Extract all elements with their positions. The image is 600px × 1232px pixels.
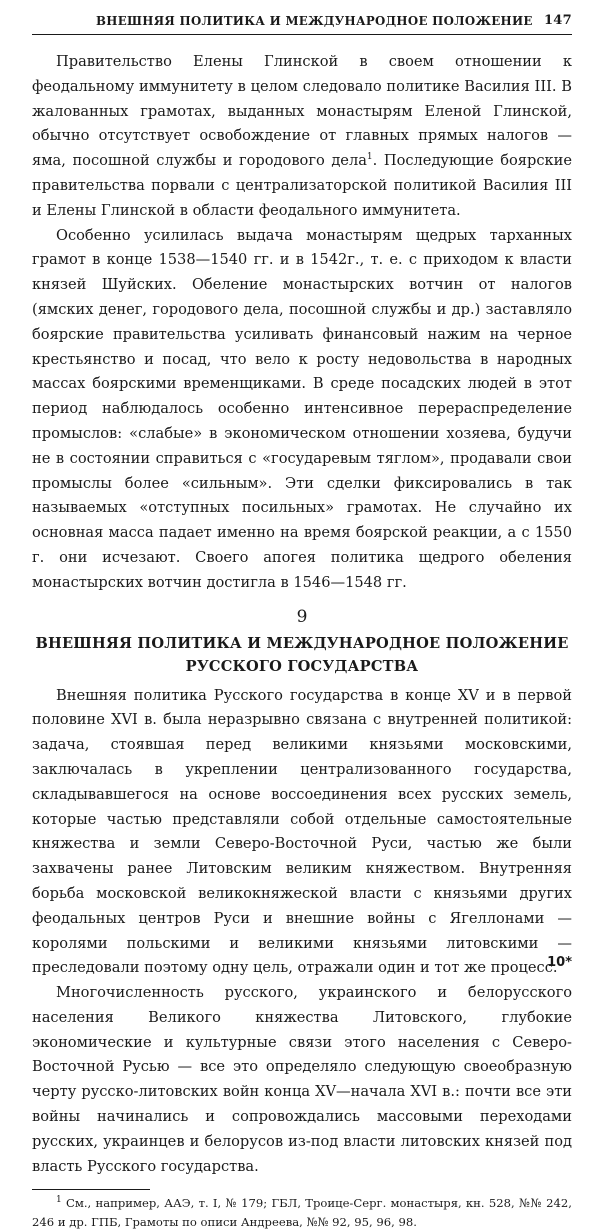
- footnote-text: См., например, ААЭ, т. I, № 179; ГБЛ, Троице-Серг. монастыря, кн. 528, №№ 242, 246 и др. ГПБ, Грамоты по описи Андреева, №№ 92, 95, 96, 98.: [32, 1196, 572, 1230]
- book-page: [32, 10, 572, 1230]
- paragraph-foreign-policy: Внешняя политика Русского государства в конце XV и в первой половине XVI в. была неразрывно связана с внутренней политикой: задача, стоявшая перед великими князьями московскими, заключалась в укреплении централизованного государства, складывавшегося на основе воссоединения всех русских земель, которые частью представляли собой отдельные самостоятельные княжества и земли Северо-Восточной Руси, частью же были захвачены ранее Литовским великим княжеством. Внутренняя борьба московской великокняжеской власти с князьями других феодальных центров Руси и внешние войны с Ягеллонами — королями польскими и великими князьями литовскими — преследовали поэтому одну цель, отражали один и тот же процесс.: [32, 686, 572, 977]
- footnote-divider: [32, 1189, 150, 1190]
- paragraph-tarkhan-charters: Особенно усилилась выдача монастырям щедрых тарханных грамот в конце 1538—1540 гг. и в 1542г., т. е. с приходом к власти князей Шуйских. Обеление монастырских вотчин от налогов (ямских денег, городового дела, посошной службы и др.) заставляло боярские правительства усиливать финансовый нажим на черное крестьянство и посад, что вело к росту недовольства в народных массах боярскими временщиками. В среде посадских людей в этот период наблюдалось особенно интенсивное перераспределение промыслов: «слабые» в экономическом отношении хозяева, будучи не в состоянии справиться с «государевым тяглом», продавали свои промыслы более «сильным». Эти сделки фиксировались в так называемых «отступных посильных» грамотах. Не случайно их основная масса падает именно на время боярской реакции, а с 1550 г. они исчезают. Своего апогея политика щедрого обеления монастырских вотчин достигла в 1546—1548 гг.: [32, 226, 572, 591]
- running-title: ВНЕШНЯЯ ПОЛИТИКА И МЕЖДУНАРОДНОЕ ПОЛОЖЕНИЕ: [96, 14, 533, 28]
- page-number: 147: [543, 13, 572, 28]
- paragraph-glinskaya-immunity: [32, 50, 572, 224]
- footnote-reference: 1: [366, 152, 373, 163]
- printer-signature-mark: 10*: [547, 955, 572, 970]
- paragraph-text: Правительство Елены Глинской в своем отношении к феодальному иммунитету в целом следовало политике Василия III. В жалованных грамотах, выданных монастырям Еленой Глинской, обычно отсутствует освобождение от главных прямых налогов — яма, посошной службы и городового дела: [32, 53, 572, 170]
- footnote: [32, 1194, 572, 1232]
- running-head: [32, 10, 572, 35]
- paragraph-text-continued: . Последующие боярские правительства порвали с централизаторской политикой Василия III и Елены Глинской в области феодального иммунитета.: [32, 152, 572, 219]
- footnote-number: 1: [56, 1195, 62, 1206]
- paragraph-population: Многочисленность русского, украинского и белорусского населения Великого княжества Литовского, глубокие экономические и культурные связи этого населения с Северо-Восточной Русью — все это определяло следующую своеобразную черту русско-литовских войн конца XV—начала XVI в.: почти все эти войны начинались и сопровождались массовыми переходами русских, украинцев и белорусов из-под власти литовских князей под власть Русского государства.: [32, 984, 572, 1175]
- section-number: 9: [296, 606, 308, 627]
- section-heading-line-2: РУССКОГО ГОСУДАРСТВА: [185, 657, 419, 675]
- section-heading-line-1: ВНЕШНЯЯ ПОЛИТИКА И МЕЖДУНАРОДНОЕ ПОЛОЖЕНИЕ: [35, 634, 569, 652]
- section-heading: [32, 632, 572, 678]
